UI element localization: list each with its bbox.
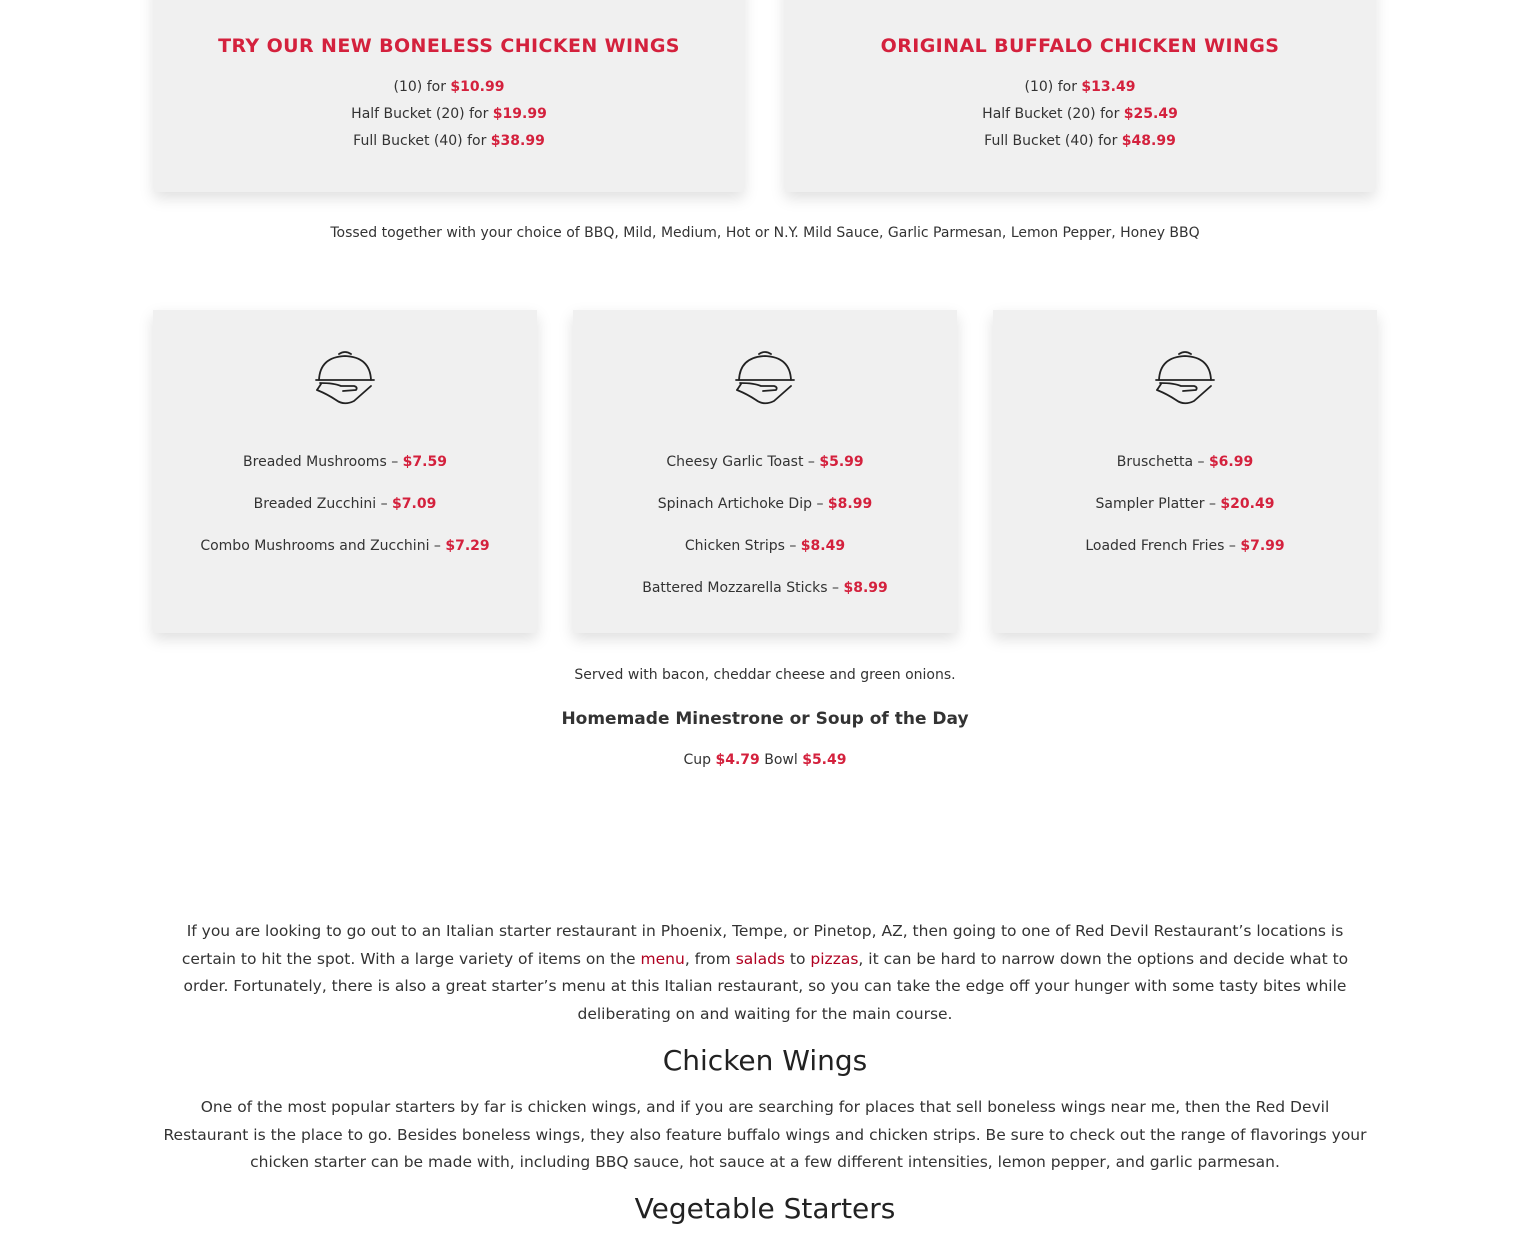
price: $25.49	[1123, 106, 1178, 122]
price: $38.99	[490, 133, 545, 149]
soup-prices: Cup $4.79 Bowl $5.49	[683, 752, 847, 768]
price-line: Full Bucket (40) for $48.99	[984, 133, 1176, 149]
appetizer-card	[993, 310, 1377, 633]
menu-item: Breaded Mushrooms – $7.59	[243, 454, 447, 470]
price: $19.99	[492, 106, 547, 122]
buffalo-wings-card	[785, 0, 1375, 192]
menu-item: Loaded French Fries – $7.99	[1085, 538, 1285, 554]
price: $7.99	[1240, 538, 1285, 554]
menu-item: Bruschetta – $6.99	[1116, 454, 1254, 470]
wing-card-title: ORIGINAL BUFFALO CHICKEN WINGS	[880, 35, 1280, 57]
menu-item: Sampler Platter – $20.49	[1095, 496, 1275, 512]
price-line: Full Bucket (40) for $38.99	[353, 133, 545, 149]
price: $8.99	[843, 580, 888, 596]
price: $13.49	[1081, 79, 1136, 95]
menu-item: Combo Mushrooms and Zucchini – $7.29	[200, 538, 490, 554]
price: $7.59	[402, 454, 447, 470]
appetizer-card	[573, 310, 957, 633]
menu-item: Chicken Strips – $8.49	[684, 538, 846, 554]
served-note: Served with bacon, cheddar cheese and green onions.	[574, 667, 956, 683]
wing-card-title: TRY OUR NEW BONELESS CHICKEN WINGS	[218, 35, 680, 57]
menu-item: Battered Mozzarella Sticks – $8.99	[642, 580, 888, 596]
price: $48.99	[1121, 133, 1176, 149]
serving-cloche-icon	[734, 350, 796, 408]
price: $5.49	[802, 752, 847, 768]
chicken-wings-heading: Chicken Wings	[662, 1044, 868, 1077]
boneless-wings-card	[154, 0, 744, 192]
price: $7.09	[392, 496, 437, 512]
soup-title: Homemade Minestrone or Soup of the Day	[561, 709, 969, 729]
price-line: Half Bucket (20) for $19.99	[351, 106, 547, 122]
salads-link[interactable]: salads	[735, 949, 785, 968]
sauce-note: Tossed together with your choice of BBQ, Mild, Medium, Hot or N.Y. Mild Sauce, Garlic Parmesan, Lemon Pepper, Honey BBQ	[330, 225, 1200, 241]
intro-paragraph: If you are looking to go out to an Italian starter restaurant in Phoenix, Tempe, or Pinetop, AZ, then going to one of Red Devil Restaurant’s locations is certain to hit the spot. With a large variety of items on the menu, from salads to pizzas, it can be hard to narrow down the options and decide what to order. Fortunately, there is also a great starter’s menu at this Italian restaurant, so you can take the edge off your hunger with some tasty bites while deliberating on and waiting for the main course.	[181, 922, 1349, 1023]
price-line: Half Bucket (20) for $25.49	[982, 106, 1178, 122]
menu-link[interactable]: menu	[640, 949, 685, 968]
price: $8.99	[827, 496, 873, 512]
price: $6.99	[1208, 454, 1254, 470]
price: $10.99	[450, 79, 505, 95]
menu-item: Spinach Artichoke Dip – $8.99	[657, 496, 873, 512]
price: $20.49	[1220, 496, 1275, 512]
price: $4.79	[715, 752, 760, 768]
chicken-wings-paragraph: One of the most popular starters by far is chicken wings, and if you are searching for places that sell boneless wings near me, then the Red Devil Restaurant is the place to go. Besides boneless wings, they also feature buffalo wings and chicken strips. Be sure to check out the range of flavorings your chicken starter can be made with, including BBQ sauce, hot sauce at a few different intensities, lemon pepper, and garlic parmesan.	[163, 1098, 1367, 1171]
serving-cloche-icon	[1154, 350, 1216, 408]
vegetable-starters-heading: Vegetable Starters	[634, 1192, 896, 1225]
price-line: (10) for $13.49	[1024, 79, 1136, 95]
price: $8.49	[800, 538, 846, 554]
price: $7.29	[445, 538, 490, 554]
appetizer-card	[153, 310, 537, 633]
menu-item: Breaded Zucchini – $7.09	[253, 496, 437, 512]
pizzas-link[interactable]: pizzas	[810, 949, 859, 968]
menu-item: Cheesy Garlic Toast – $5.99	[666, 454, 864, 470]
price: $5.99	[819, 454, 864, 470]
price-line: (10) for $10.99	[393, 79, 505, 95]
serving-cloche-icon	[314, 350, 376, 408]
